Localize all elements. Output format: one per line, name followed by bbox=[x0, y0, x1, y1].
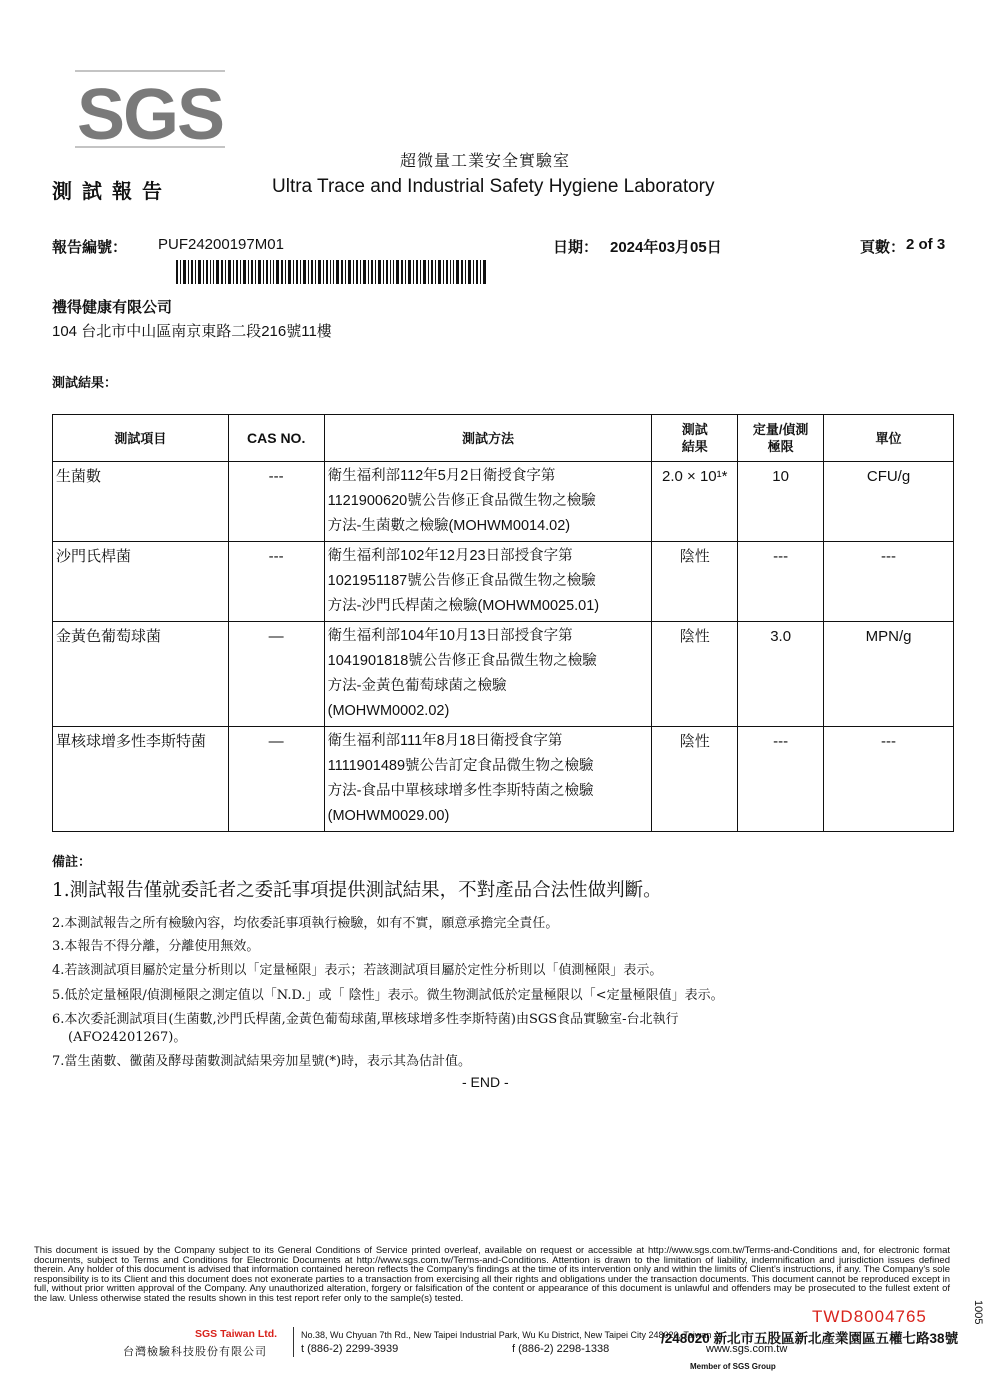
cas-no: — bbox=[228, 727, 324, 832]
lab-name-zh: 超微量工業安全實驗室 bbox=[400, 151, 571, 170]
method-line: 方法-沙門氏桿菌之檢驗(MOHWM0025.01) bbox=[327, 598, 600, 614]
footer-phone: t (886-2) 2299-3939 bbox=[301, 1343, 399, 1355]
notes-label: 備註： bbox=[52, 854, 92, 869]
table-row bbox=[53, 622, 954, 727]
note-item: (AFO24201267)。 bbox=[68, 1030, 187, 1045]
test-limit: --- bbox=[738, 727, 824, 832]
sgs-logo bbox=[75, 65, 225, 160]
report-date: 2024年03月05日 bbox=[610, 239, 722, 256]
note-item: 7.當生菌數、黴菌及酵母菌數測試結果旁加星號(*)時，表示其為估計值。 bbox=[52, 1054, 472, 1069]
header-item: 測試項目 bbox=[53, 415, 229, 462]
member-of-sgs: Member of SGS Group bbox=[690, 1362, 776, 1371]
test-method bbox=[324, 462, 652, 542]
method-line: 方法-生菌數之檢驗(MOHWM0014.02) bbox=[327, 518, 571, 534]
side-page-number: 1005 bbox=[972, 1300, 984, 1325]
method-line: 方法-食品中單核球增多性李斯特菌之檢驗 bbox=[327, 783, 594, 799]
results-table bbox=[52, 414, 954, 832]
cas-no: --- bbox=[228, 542, 324, 622]
table-row bbox=[53, 462, 954, 542]
method-line: 衛生福利部112年5月2日衛授食字第 bbox=[327, 468, 556, 484]
header-result: 測試 結果 bbox=[652, 415, 738, 462]
method-line: 1121900620號公告修正食品微生物之檢驗 bbox=[327, 493, 596, 509]
footer-company-zh: 台灣檢驗科技股份有限公司 bbox=[123, 1346, 267, 1358]
test-result: 陰性 bbox=[652, 727, 738, 832]
header-limit: 定量/偵測 極限 bbox=[738, 415, 824, 462]
method-line: 衛生福利部111年8月18日衛授食字第 bbox=[327, 733, 563, 749]
test-method bbox=[324, 622, 652, 727]
table-row bbox=[53, 727, 954, 832]
footer-company-en: SGS Taiwan Ltd. bbox=[195, 1328, 278, 1340]
page-label: 頁數： bbox=[860, 239, 906, 256]
test-unit: --- bbox=[824, 727, 954, 832]
test-result: 陰性 bbox=[652, 622, 738, 727]
results-label: 測試結果： bbox=[52, 375, 118, 390]
report-no-label: 報告編號： bbox=[52, 239, 128, 256]
footer-divider bbox=[293, 1327, 294, 1357]
svg-text:SGS: SGS bbox=[76, 75, 224, 155]
client-address: 104 台北市中山區南京東路二段216號11樓 bbox=[52, 323, 332, 340]
note-item: 6.本次委託測試項目(生菌數,沙門氏桿菌,金黃色葡萄球菌,單核球增多性李斯特菌)由SGS食品實驗室-台北執行 bbox=[52, 1012, 679, 1027]
footer-website: www.sgs.com.tw bbox=[706, 1343, 788, 1355]
header-cas: CAS NO. bbox=[228, 415, 324, 462]
report-title: 測試報告 bbox=[52, 179, 172, 203]
method-line: 1021951187號公告修正食品微生物之檢驗 bbox=[327, 573, 596, 589]
barcode bbox=[176, 260, 486, 284]
test-method bbox=[324, 542, 652, 622]
note-item: 3.本報告不得分離，分離使用無效。 bbox=[52, 939, 260, 954]
test-item: 沙門氏桿菌 bbox=[53, 542, 229, 622]
footer-address-en: No.38, Wu Chyuan 7th Rd., New Taipei Industrial Park, Wu Ku District, New Taipei City 248020, Taiwan bbox=[301, 1330, 712, 1340]
table-header-row bbox=[53, 415, 954, 462]
disclaimer: This document is issued by the Company subject to its General Conditions of Service printed overleaf, available on request or accessible at http://www.sgs.com.tw/Terms-and-Conditions and, for electronic format documents, subject to Terms and Conditions for Electronic Documents at http://www.sgs.com.tw/Terms-and-Conditions. Attention is drawn to the limitation of liability, indemnification and jurisdiction issues defined therein. Any holder of this document is advised that information contained hereon reflects the Company's findings at the time of its intervention only and within the limits of Client's instructions, if any. The Company's sole responsibility is to its Client and this document does not exonerate parties to a transaction from exercising all their rights and obligations under the transaction documents. This document cannot be reproduced except in full, without prior written approval of the Company. Any unauthorized alteration, forgery or falsification of the content or appearance of this document is unlawful and offenders may be prosecuted to the fullest extent of the law. Unless otherwise stated the results shown in this test report refer only to the sample(s) tested. bbox=[34, 1245, 950, 1304]
test-limit: 3.0 bbox=[738, 622, 824, 727]
cas-no: --- bbox=[228, 462, 324, 542]
note-item: 2.本測試報告之所有檢驗內容，均依委託事項執行檢驗，如有不實，願意承擔完全責任。 bbox=[52, 916, 559, 931]
test-limit: 10 bbox=[738, 462, 824, 542]
serial-number: TWD8004765 bbox=[812, 1307, 927, 1326]
note-item: 4.若該測試項目屬於定量分析則以「定量極限」表示；若該測試項目屬於定性分析則以「偵測極限」表示。 bbox=[52, 963, 663, 978]
table-row bbox=[53, 542, 954, 622]
test-unit: CFU/g bbox=[824, 462, 954, 542]
header-method: 測試方法 bbox=[324, 415, 652, 462]
test-result: 陰性 bbox=[652, 542, 738, 622]
end-marker: - END - bbox=[462, 1074, 509, 1090]
method-line: (MOHWM0002.02) bbox=[327, 703, 450, 719]
test-method bbox=[324, 727, 652, 832]
footer-fax: f (886-2) 2298-1338 bbox=[512, 1343, 610, 1355]
client-name: 禮得健康有限公司 bbox=[52, 299, 173, 316]
method-line: 方法-金黃色葡萄球菌之檢驗 bbox=[327, 678, 507, 694]
cas-no: — bbox=[228, 622, 324, 727]
method-line: 衛生福利部104年10月13日部授食字第 bbox=[327, 628, 573, 644]
test-unit: --- bbox=[824, 542, 954, 622]
page-number: 2 of 3 bbox=[906, 236, 946, 253]
method-line: 衛生福利部102年12月23日部授食字第 bbox=[327, 548, 573, 564]
header-unit: 單位 bbox=[824, 415, 954, 462]
test-item: 金黃色葡萄球菌 bbox=[53, 622, 229, 727]
report-no: PUF24200197M01 bbox=[158, 236, 284, 253]
test-result: 2.0 × 10¹* bbox=[652, 462, 738, 542]
test-item: 單核球增多性李斯特菌 bbox=[53, 727, 229, 832]
method-line: 1111901489號公告訂定食品微生物之檢驗 bbox=[327, 758, 594, 774]
test-limit: --- bbox=[738, 542, 824, 622]
method-line: (MOHWM0029.00) bbox=[327, 808, 450, 824]
footer-address-zh: /248020 新北市五股區新北產業園區五權七路38號 bbox=[661, 1331, 959, 1346]
lab-name-en: Ultra Trace and Industrial Safety Hygiene Laboratory bbox=[272, 176, 715, 197]
date-label: 日期： bbox=[553, 239, 599, 256]
note-item: 1.測試報告僅就委託者之委託事項提供測試結果，不對產品合法性做判斷。 bbox=[52, 880, 662, 901]
test-unit: MPN/g bbox=[824, 622, 954, 727]
test-item: 生菌數 bbox=[53, 462, 229, 542]
method-line: 1041901818號公告修正食品微生物之檢驗 bbox=[327, 653, 597, 669]
note-item: 5.低於定量極限/偵測極限之測定值以「N.D.」或「 陰性」表示。微生物測試低於定量極限以「<定量極限值」表示。 bbox=[52, 988, 724, 1003]
